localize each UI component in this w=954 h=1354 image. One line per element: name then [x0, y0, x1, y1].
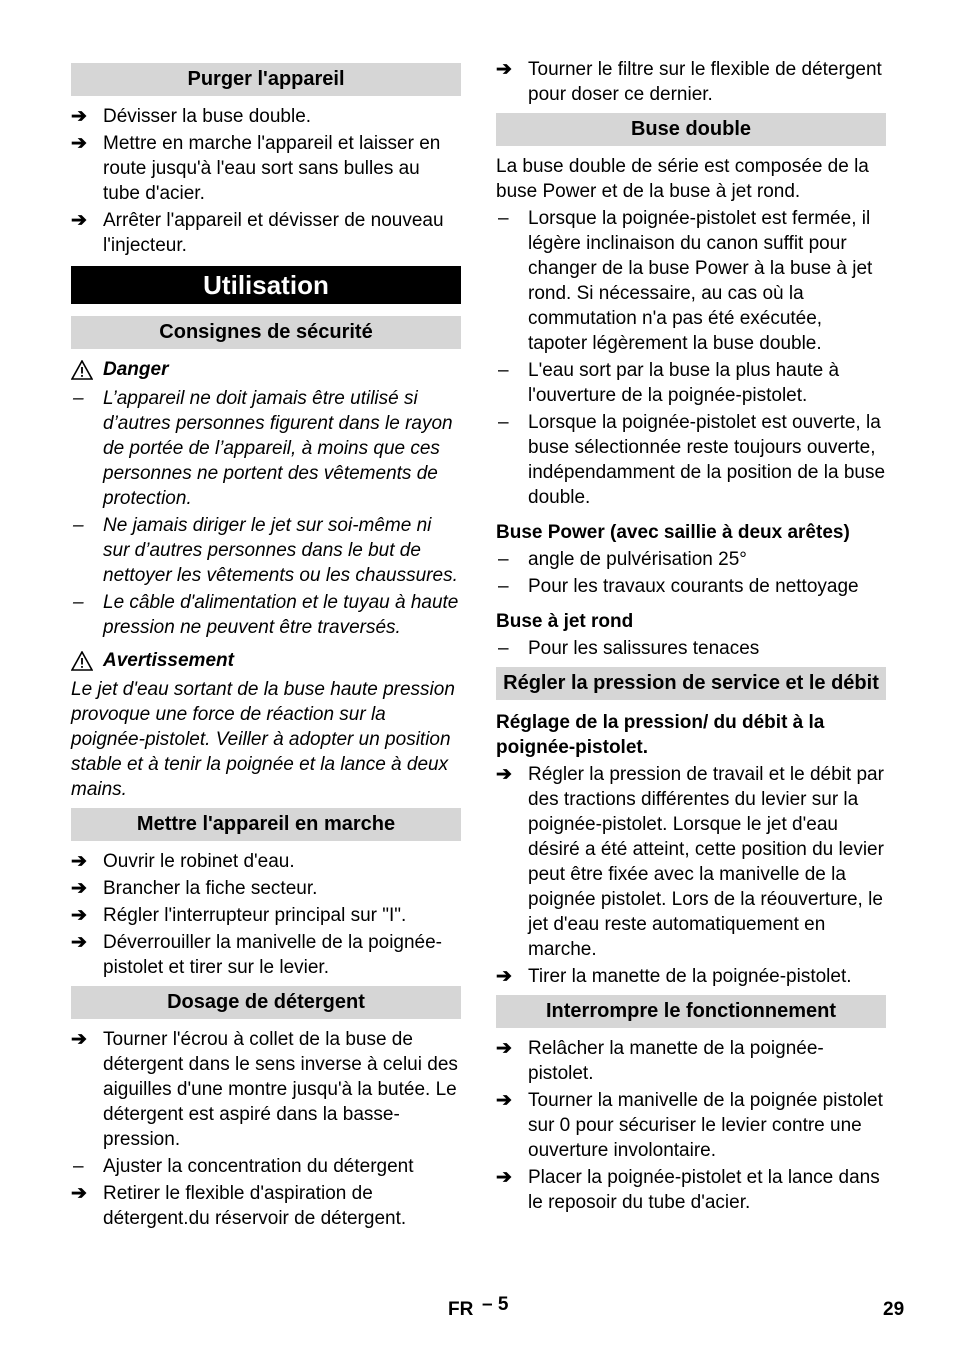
section-heading-double-nozzle: Buse double [496, 113, 886, 146]
list-item [496, 547, 886, 572]
list-item [496, 964, 886, 989]
dash-bullet: – [498, 549, 509, 570]
section-heading-pressure: Régler la pression de service et le débit [496, 667, 886, 700]
arrow-right-icon: ➔ [71, 905, 87, 926]
list-item-text: L’appareil ne doit jamais être utilisé si d’autres personnes figurent dans le rayon de portée de l’appareil, à moins que ces personnes ne portent des vêtements de protection. [103, 388, 453, 509]
power-nozzle-heading: Buse Power (avec saillie à deux arêtes) [496, 522, 850, 543]
arrow-right-icon: ➔ [496, 1038, 512, 1059]
arrow-right-icon: ➔ [71, 1183, 87, 1204]
list-item-text: Tourner l'écrou à collet de la buse de détergent dans le sens inverse à celui des aiguilles d'une montre jusqu'à la butée. Le détergent est aspiré dans la basse-pression. [103, 1029, 458, 1150]
left-column [71, 57, 461, 1233]
arrow-right-icon: ➔ [71, 878, 87, 899]
round-jet-heading: Buse à jet rond [496, 611, 634, 632]
arrow-right-icon: ➔ [71, 932, 87, 953]
list-item-text: Brancher la fiche secteur. [103, 878, 318, 899]
list-item [71, 903, 461, 928]
dash-bullet: – [73, 592, 84, 613]
dash-bullet: – [498, 576, 509, 597]
list-item [71, 104, 461, 129]
arrow-right-icon: ➔ [71, 851, 87, 872]
dash-bullet: – [73, 515, 84, 536]
list-item [496, 410, 886, 510]
list-item [496, 574, 886, 599]
dash-bullet: – [498, 638, 509, 659]
arrow-right-icon: ➔ [496, 764, 512, 785]
warning-label: Avertissement [103, 650, 234, 671]
arrow-right-icon: ➔ [71, 106, 87, 127]
section-heading-safety: Consignes de sécurité [71, 316, 461, 349]
list-item-text: angle de pulvérisation 25° [528, 549, 747, 570]
arrow-right-icon: ➔ [71, 210, 87, 231]
list-item-text: Lorsque la poignée-pistolet est fermée, il légère inclinaison du canon suffit pour changer de la buse Power à la buse à jet rond. Si nécessaire, au cas où la commutation n'a pas été exécutée, tapoter légèrement la buse double. [528, 208, 873, 354]
language-code: FR [448, 1299, 474, 1320]
arrow-right-icon: ➔ [496, 59, 512, 80]
dash-bullet: – [498, 412, 509, 433]
list-item [71, 876, 461, 901]
list-item-text: Régler l'interrupteur principal sur "I". [103, 905, 407, 926]
section-heading-start: Mettre l'appareil en marche [71, 808, 461, 841]
page-footer [0, 1296, 954, 1326]
warning-triangle-icon [71, 651, 93, 671]
warning-title [71, 648, 461, 673]
list-item [71, 386, 461, 511]
pressure-subheading: Réglage de la pression/ du débit à la poignée-pistolet. [496, 712, 825, 758]
list-item-text: Arrêter l'appareil et dévisser de nouveau l'injecteur. [103, 210, 444, 256]
arrow-right-icon: ➔ [496, 966, 512, 987]
section-heading-interrupt: Interrompre le fonctionnement [496, 995, 886, 1028]
list-item-text: Tourner la manivelle de la poignée pistolet sur 0 pour sécuriser le levier contre une ouverture involontaire. [528, 1090, 883, 1161]
chapter-heading-utilisation: Utilisation [71, 266, 461, 304]
list-item-text: Ajuster la concentration du détergent [103, 1156, 414, 1177]
list-item [496, 206, 886, 356]
section-heading-purge: Purger l'appareil [71, 63, 461, 96]
list-item [71, 1154, 461, 1179]
list-item [71, 208, 461, 258]
dash-bullet: – [73, 1156, 84, 1177]
list-item [496, 1088, 886, 1163]
list-item [71, 849, 461, 874]
dash-bullet: – [498, 360, 509, 381]
list-item-text: Déverrouiller la manivelle de la poignée-pistolet et tirer sur le levier. [103, 932, 443, 978]
list-item-text: Retirer le flexible d'aspiration de détergent.du réservoir de détergent. [103, 1183, 407, 1229]
right-column [496, 57, 886, 1217]
list-item-text: Pour les travaux courants de nettoyage [528, 576, 859, 597]
page-number: 29 [883, 1299, 905, 1320]
list-item [71, 1181, 461, 1231]
list-item-text: Régler la pression de travail et le débit par des tractions différentes du levier sur la poignée-pistolet. Lorsque le jet d'eau désiré a été atteint, cette position du levier peut être fixée avec la manivelle de la poignée pistolet. Lors de la réouverture, le jet d'eau reste automatiquement en marche. [528, 764, 884, 960]
list-item [496, 1036, 886, 1086]
arrow-right-icon: ➔ [496, 1090, 512, 1111]
arrow-right-icon: ➔ [496, 1167, 512, 1188]
list-item-text: Mettre en marche l'appareil et laisser en route jusqu'à l'eau sort sans bulles au tube d'acier. [103, 133, 441, 204]
list-item-text: Tirer la manette de la poignée-pistolet. [528, 966, 852, 987]
list-item-text: Dévisser la buse double. [103, 106, 312, 127]
list-item [71, 930, 461, 980]
danger-title [71, 357, 461, 382]
list-item [71, 131, 461, 206]
warning-text: Le jet d'eau sortant de la buse haute pression provoque une force de réaction sur la poignée-pistolet. Veiller à adopter un position stable et à tenir la poignée et la lance à deux mains. [71, 679, 455, 800]
list-item-text: Ouvrir le robinet d'eau. [103, 851, 295, 872]
list-item [496, 358, 886, 408]
list-item [71, 513, 461, 588]
list-item-text: L'eau sort par la buse la plus haute à l'ouverture de la poignée-pistolet. [528, 360, 840, 406]
dash-bullet: – [73, 388, 84, 409]
warning-triangle-icon [71, 360, 93, 380]
list-item-text: Le câble d'alimentation et le tuyau à haute pression ne peuvent être traversés. [103, 592, 459, 638]
list-item [496, 1165, 886, 1215]
list-item-text: Ne jamais diriger le jet sur soi-même ni sur d’autres personnes dans le but de nettoyer les vêtements ou les chaussures. [103, 515, 458, 586]
list-item-text: Tourner le filtre sur le flexible de détergent pour doser ce dernier. [528, 59, 882, 105]
list-item [71, 1027, 461, 1152]
danger-label: Danger [103, 359, 169, 380]
double-nozzle-intro: La buse double de série est composée de la buse Power et de la buse à jet rond. [496, 156, 869, 202]
list-item [496, 57, 886, 107]
arrow-right-icon: ➔ [71, 1029, 87, 1050]
dash-bullet: – [498, 208, 509, 229]
list-item [71, 590, 461, 640]
arrow-right-icon: ➔ [71, 133, 87, 154]
section-heading-dosing: Dosage de détergent [71, 986, 461, 1019]
section-page-label: – 5 [482, 1294, 509, 1315]
list-item-text: Pour les salissures tenaces [528, 638, 760, 659]
list-item-text: Relâcher la manette de la poignée-pistolet. [528, 1038, 824, 1084]
list-item-text: Lorsque la poignée-pistolet est ouverte, la buse sélectionnée reste toujours ouverte, indépendamment de la position de la buse double. [528, 412, 886, 508]
list-item [496, 636, 886, 661]
list-item-text: Placer la poignée-pistolet et la lance dans le reposoir du tube d'acier. [528, 1167, 880, 1213]
list-item [496, 762, 886, 962]
